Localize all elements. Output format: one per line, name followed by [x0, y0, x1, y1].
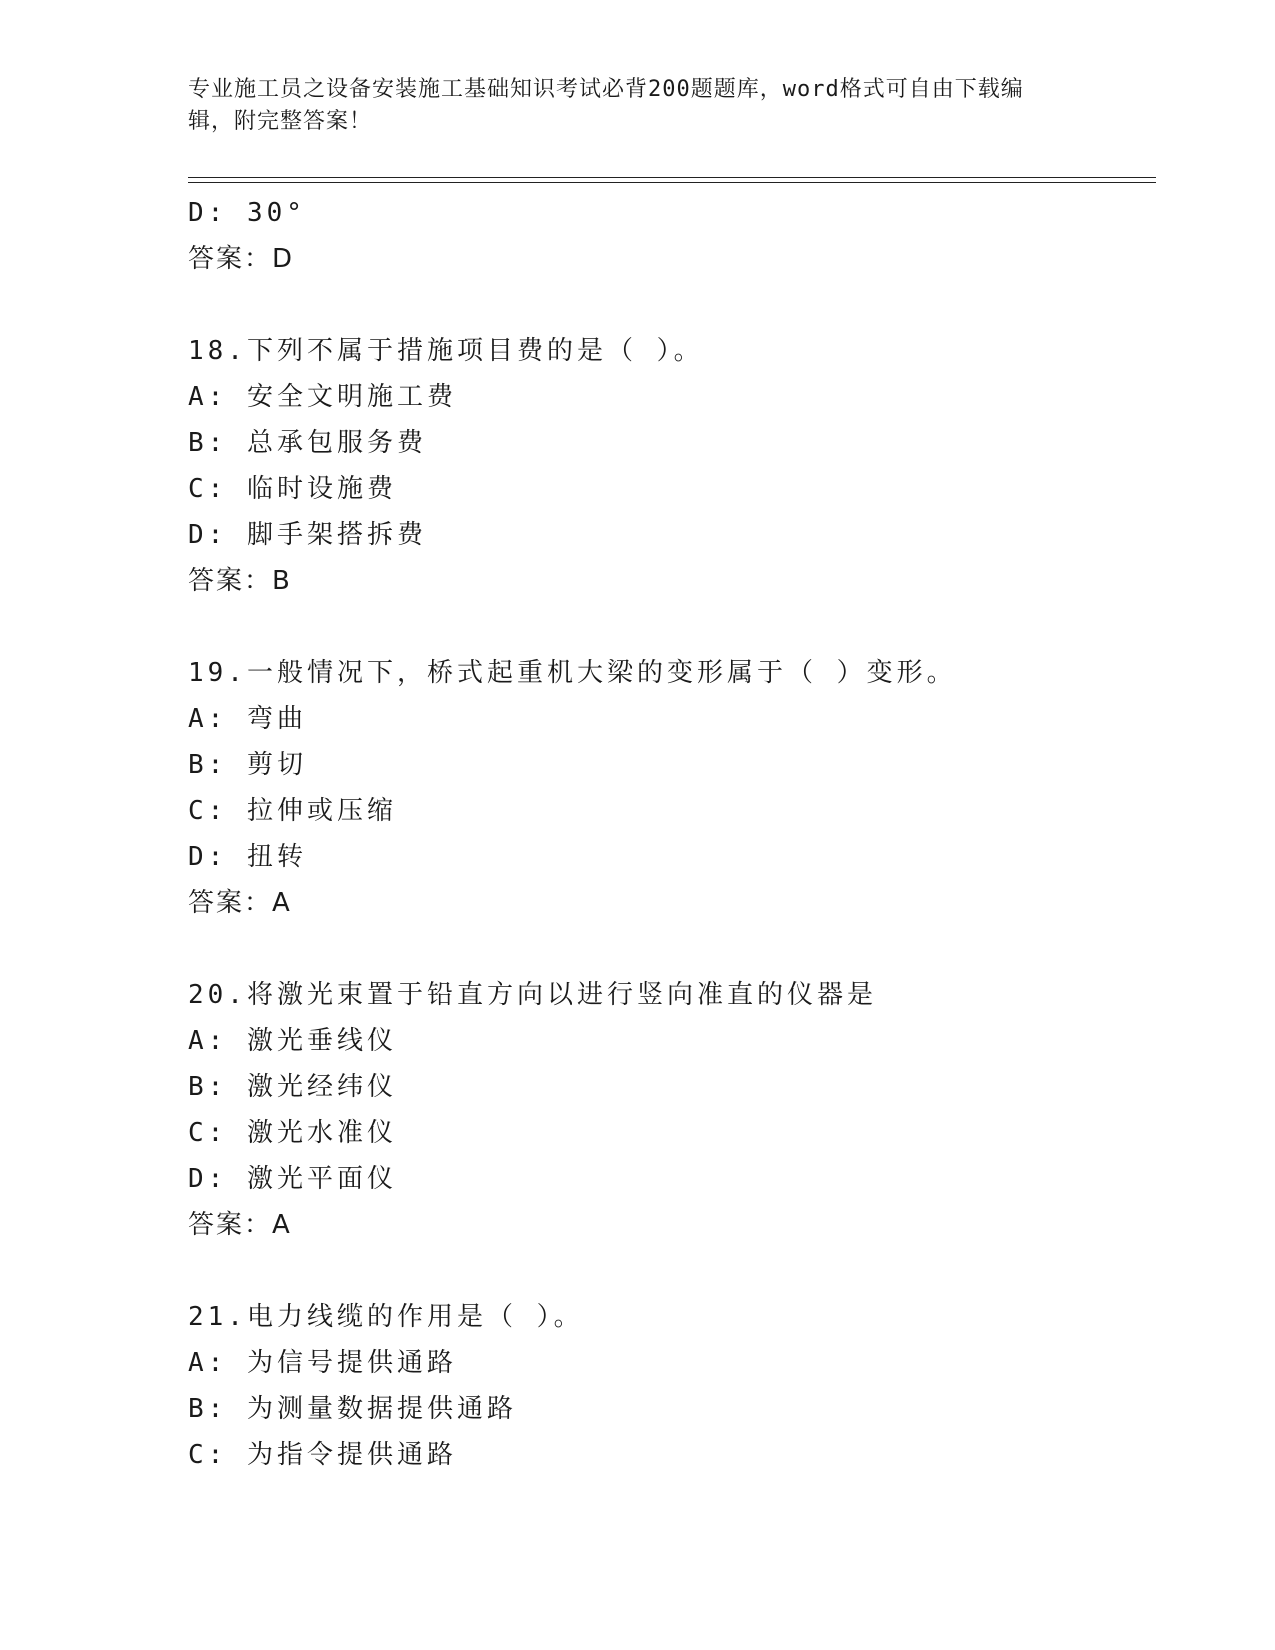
option-c: C: 为指令提供通路	[188, 1440, 457, 1470]
question-list	[188, 190, 1148, 1478]
option-d: D: 30°	[188, 198, 306, 228]
header-rule-bottom	[188, 182, 1156, 183]
question-stem: 18.下列不属于措施项目费的是（ ）。	[188, 336, 704, 366]
option-d: D: 扭转	[188, 842, 307, 872]
spacer	[188, 1248, 1148, 1294]
option-d: D: 脚手架搭拆费	[188, 520, 427, 550]
answer-line: 答案：A	[188, 888, 292, 918]
option-c: C: 拉伸或压缩	[188, 796, 397, 826]
document-header-title: 专业施工员之设备安装施工基础知识考试必背200题题库，word格式可自由下载编辑，附完整答案！	[188, 77, 1024, 134]
question-stem: 21.电力线缆的作用是（ ）。	[188, 1302, 584, 1332]
option-b: B: 剪切	[188, 750, 307, 780]
option-b: B: 为测量数据提供通路	[188, 1394, 517, 1424]
option-b: B: 激光经纬仪	[188, 1072, 397, 1102]
option-c: C: 临时设施费	[188, 474, 397, 504]
option-c: C: 激光水准仪	[188, 1118, 397, 1148]
question-stem: 19.一般情况下，桥式起重机大梁的变形属于（ ）变形。	[188, 658, 957, 688]
header-rule-top	[188, 177, 1156, 178]
option-b: B: 总承包服务费	[188, 428, 427, 458]
answer-line: 答案：A	[188, 1210, 292, 1240]
option-a: A: 为信号提供通路	[188, 1348, 457, 1378]
option-a: A: 弯曲	[188, 704, 307, 734]
spacer	[188, 282, 1148, 328]
spacer	[188, 926, 1148, 972]
answer-line: 答案：B	[188, 566, 292, 596]
option-a: A: 激光垂线仪	[188, 1026, 397, 1056]
spacer	[188, 604, 1148, 650]
question-stem: 20.将激光束置于铅直方向以进行竖向准直的仪器是	[188, 980, 877, 1010]
option-a: A: 安全文明施工费	[188, 382, 457, 412]
answer-line: 答案：D	[188, 244, 295, 274]
option-d: D: 激光平面仪	[188, 1164, 397, 1194]
